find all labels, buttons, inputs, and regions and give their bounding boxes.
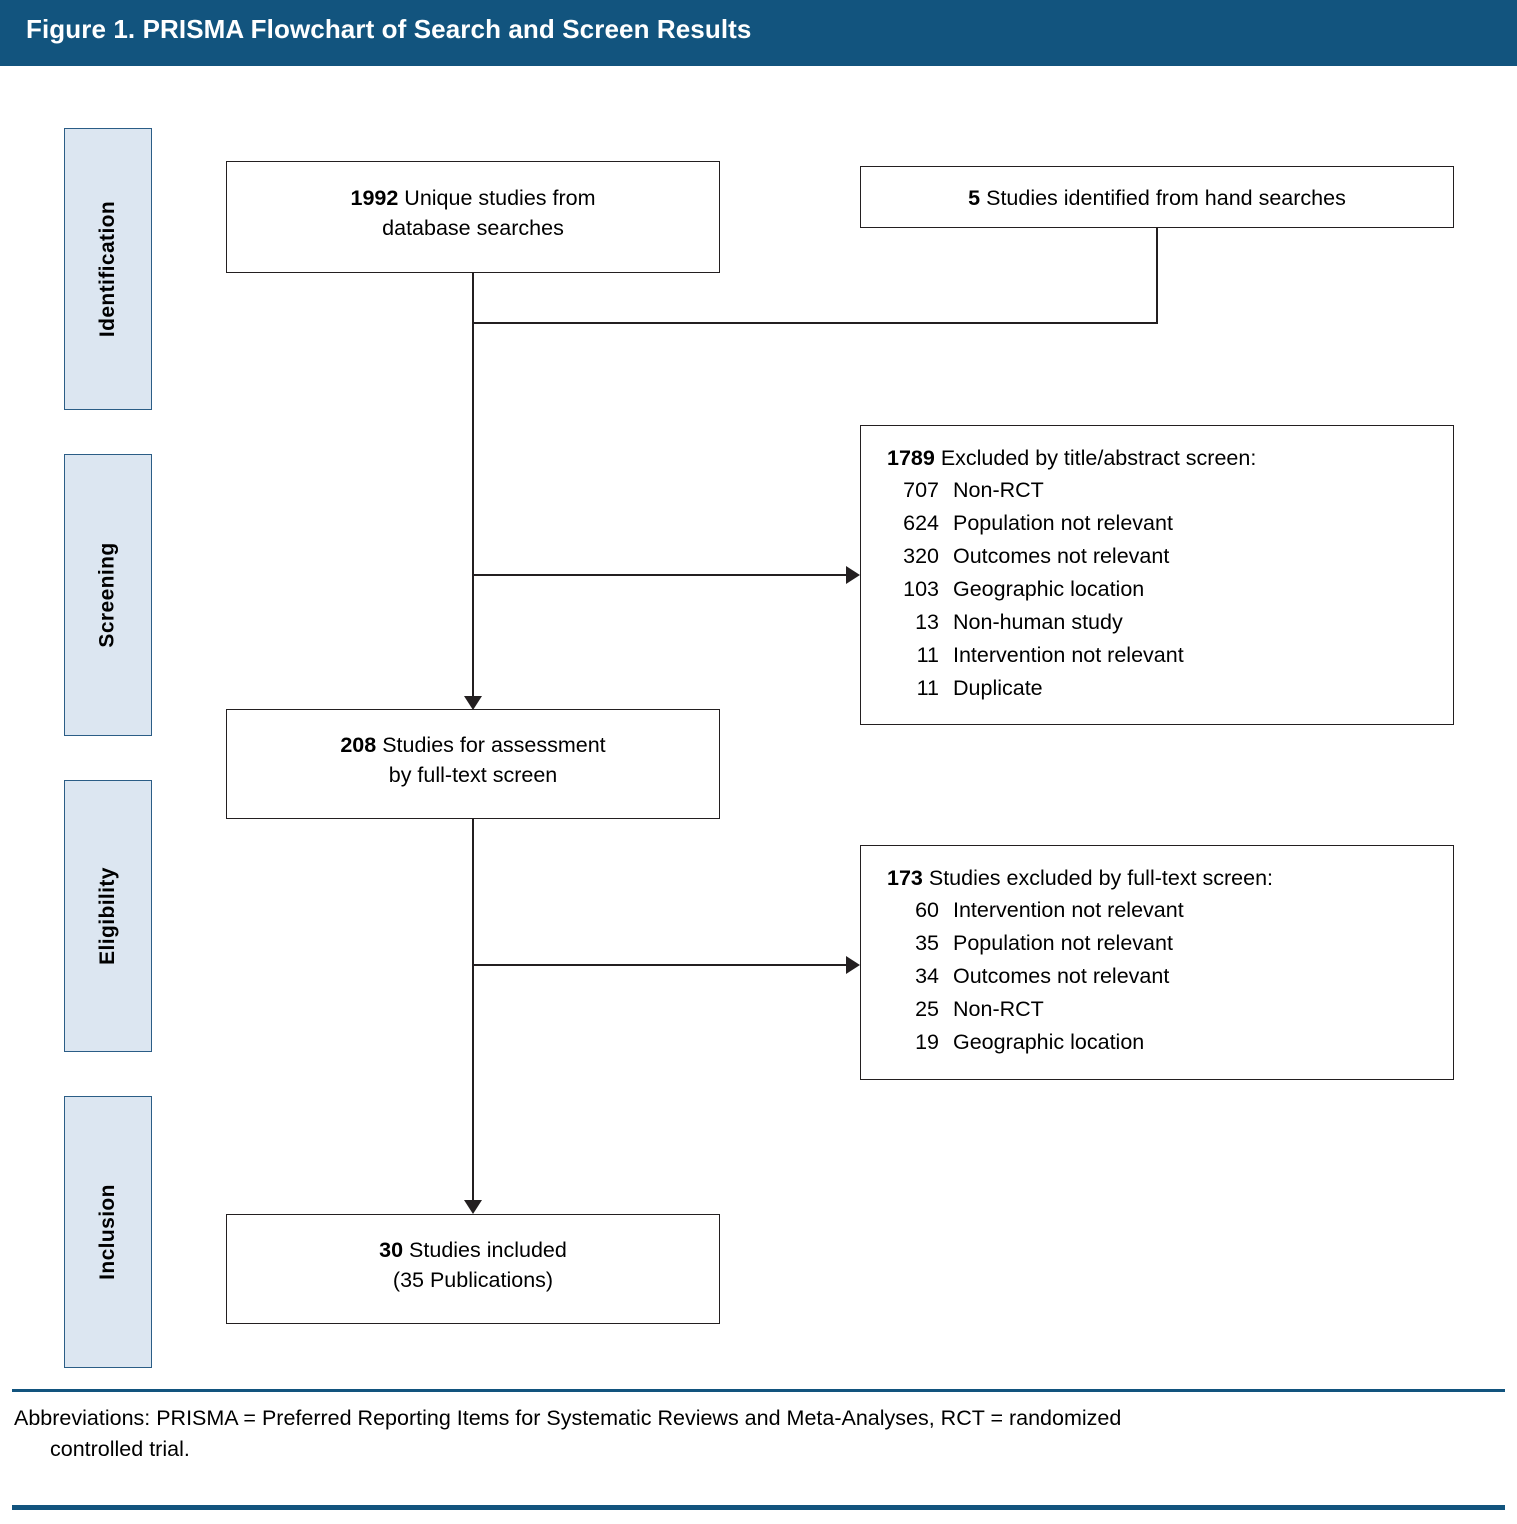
stage-label-identification-text: Identification	[96, 200, 120, 338]
stage-label-screening	[64, 454, 152, 736]
box-database-searches-count: 1992	[350, 186, 399, 210]
box-hand-searches-line1: 5 Studies identified from hand searches	[968, 186, 1346, 210]
box-full-text-assessment	[226, 709, 720, 819]
list-item: 320 Outcomes not relevant	[903, 544, 1170, 568]
footer-divider-top	[12, 1389, 1505, 1392]
connector-handsearch-down	[1156, 228, 1158, 323]
list-item: 60 Intervention not relevant	[915, 898, 1184, 922]
list-item: 624 Population not relevant	[903, 511, 1173, 535]
title-abstract-exclusion-list	[861, 474, 1453, 705]
box-full-text-excluded-head: 173 Studies excluded by full-text screen:	[887, 866, 1274, 890]
stage-label-screening-text: Screening	[96, 542, 120, 648]
box-title-abstract-excluded	[860, 425, 1454, 725]
arrow-into-full-text-box	[846, 956, 860, 974]
footer-divider-bottom	[12, 1505, 1505, 1510]
page-title: Figure 1. PRISMA Flowchart of Search and Screen Results	[26, 14, 752, 44]
box-database-searches	[226, 161, 720, 273]
stage-label-inclusion-text: Inclusion	[96, 1184, 119, 1280]
box-studies-included-line2: (35 Publications)	[392, 1268, 554, 1292]
list-item: 103 Geographic location	[903, 577, 1145, 601]
stage-label-identification	[64, 128, 152, 410]
stage-label-eligibility-text: Eligibility	[96, 867, 119, 965]
list-item: 707 Non-RCT	[903, 478, 1044, 502]
connector-to-full-text-exclusions	[472, 964, 850, 966]
box-database-searches-line2: database searches	[382, 216, 564, 240]
connector-main-spine-upper	[472, 273, 474, 703]
box-full-text-assessment-count: 208	[340, 733, 377, 757]
list-item: 13 Non-human study	[915, 610, 1123, 634]
figure-title-bar	[0, 0, 1517, 66]
list-item: 35 Population not relevant	[915, 931, 1173, 955]
stage-label-inclusion	[64, 1096, 152, 1368]
box-full-text-assessment-line1: 208 Studies for assessment	[340, 733, 606, 757]
box-full-text-excluded-count: 173	[887, 866, 923, 890]
list-item: 25 Non-RCT	[915, 997, 1044, 1021]
box-title-abstract-excluded-head: 1789 Excluded by title/abstract screen:	[887, 446, 1257, 470]
box-hand-searches-count: 5	[968, 186, 981, 210]
list-item: 11 Duplicate	[916, 676, 1043, 700]
stage-label-eligibility	[64, 780, 152, 1052]
list-item: 34 Outcomes not relevant	[915, 964, 1170, 988]
box-studies-included-count: 30	[379, 1238, 404, 1262]
box-database-searches-line1: 1992 Unique studies from	[350, 186, 596, 210]
list-item: 11 Intervention not relevant	[916, 643, 1184, 667]
connector-main-spine-lower	[472, 819, 474, 1201]
box-studies-included-line1: 30 Studies included	[379, 1238, 567, 1262]
footnote-line2: controlled trial.	[50, 1437, 190, 1461]
connector-to-title-abstract-exclusions	[472, 574, 850, 576]
arrow-into-assessment-box	[464, 696, 482, 710]
abbreviations-footnote	[14, 1403, 1494, 1465]
box-title-abstract-excluded-count: 1789	[887, 446, 935, 470]
arrow-into-title-abstract-box	[846, 566, 860, 584]
box-full-text-excluded	[860, 845, 1454, 1080]
box-studies-included	[226, 1214, 720, 1324]
footnote-line1: Abbreviations: PRISMA = Preferred Reporting Items for Systematic Reviews and Meta-Analyses, RCT = randomized	[14, 1406, 1122, 1430]
arrow-into-included-box	[464, 1200, 482, 1214]
prisma-flowchart	[0, 66, 1517, 1524]
box-hand-searches	[860, 166, 1454, 228]
full-text-exclusion-list	[861, 894, 1453, 1059]
box-full-text-assessment-line2: by full-text screen	[388, 763, 558, 787]
connector-merge-horizontal	[472, 322, 1158, 324]
list-item: 19 Geographic location	[915, 1030, 1145, 1054]
